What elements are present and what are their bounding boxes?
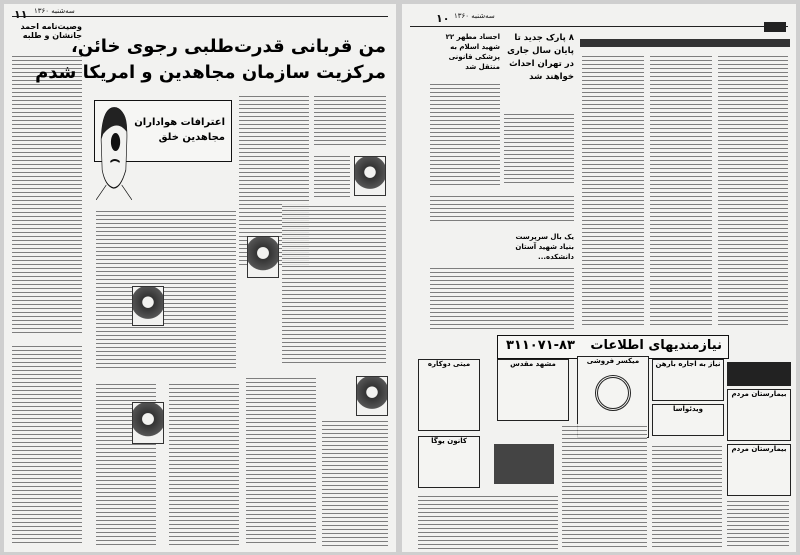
- text-column: [650, 54, 712, 326]
- text-column: [718, 54, 788, 326]
- text-column: [582, 54, 644, 326]
- park-headline: ۸ پارک جدید تا پایان سال جاری در تهران احداث خواهند شد: [507, 33, 574, 82]
- ad-box: [727, 389, 791, 441]
- text-column: [314, 154, 350, 199]
- headline-line-2: مرکزیت سازمان مجاهدین و امریکا شدم: [35, 62, 386, 83]
- ad-box: [652, 359, 724, 401]
- ad-title: کانون یوگا: [431, 437, 467, 445]
- page-number: ۱۱: [14, 8, 28, 21]
- header-date: سه‌شنبه ۱۳۶۰: [34, 7, 75, 15]
- classified-text: [562, 424, 647, 549]
- newspaper-logo: [764, 22, 786, 32]
- box-title-line-1: اعترافات هواداران: [134, 117, 225, 128]
- text-column: [96, 209, 236, 369]
- text-column: [430, 82, 500, 186]
- text-column: [12, 344, 82, 544]
- ad-box: [418, 359, 480, 431]
- side-headline: وصیت‌نامه احمد جانشان و طلبه: [20, 22, 82, 40]
- ad-box: [418, 436, 480, 488]
- text-column: [504, 112, 574, 186]
- ad-image: [494, 444, 554, 484]
- text-column: [12, 54, 82, 336]
- ad-title: بیمارستان مردم: [731, 445, 787, 453]
- header-date: سه‌شنبه ۱۳۶۰: [454, 12, 495, 20]
- main-headline: [35, 34, 386, 86]
- portrait-photo: [247, 236, 279, 278]
- classified-text: [652, 444, 722, 549]
- ad-box-dark: [727, 362, 791, 386]
- ad-title: بیمارستان مردم: [731, 390, 787, 398]
- box-title-line-2: مجاهدین خلق: [158, 132, 225, 143]
- gear-logo-icon: [595, 375, 631, 411]
- text-column: [246, 376, 316, 546]
- faculty-headline: یک بال سرپرست بنیاد شهید آستان دانشکده...: [515, 233, 574, 261]
- ad-box: [652, 404, 724, 436]
- page-number: ۱۰: [436, 12, 450, 25]
- classified-text: [727, 499, 789, 549]
- text-column: [282, 204, 386, 364]
- martyrs-headline: اجساد مطهر ۲۲ شهید اسلام به پزشکی قانونی منتقل شد: [445, 33, 500, 71]
- section-banner: [580, 39, 790, 47]
- text-column: [430, 194, 574, 224]
- portrait-photo: [356, 376, 388, 416]
- ad-title: نیاز به اجاره بارهن: [655, 360, 721, 368]
- ad-title: میکسر فروشی: [586, 357, 640, 365]
- ad-title: میتی دوکاره: [427, 360, 471, 368]
- header-rule: [12, 16, 388, 17]
- ad-box: [497, 359, 569, 421]
- text-column: [430, 266, 574, 329]
- portrait-photo: [132, 402, 164, 444]
- classifieds-title: نیازمندیهای اطلاعات: [590, 338, 722, 353]
- ad-box: [727, 444, 791, 496]
- portrait-photo: [354, 156, 386, 196]
- cartoon-illustration: [96, 100, 132, 200]
- ad-title: ویدئوآسا: [673, 405, 703, 413]
- box-title: [134, 115, 225, 145]
- headline-line-1: من قربانی قدرت‌طلبی رجوی خائن،: [70, 36, 386, 57]
- portrait-photo: [132, 286, 164, 326]
- text-column: [322, 419, 388, 547]
- text-column: [314, 94, 386, 148]
- ad-title: مشهد مقدس: [510, 360, 556, 368]
- left-newspaper-page: [4, 4, 396, 552]
- text-column: [169, 382, 239, 547]
- header-rule: [410, 26, 788, 27]
- right-newspaper-page: [402, 4, 796, 552]
- classifieds-phone: ۳۱۱۰۷۱-۸۳: [506, 338, 575, 353]
- classified-text: [418, 494, 558, 549]
